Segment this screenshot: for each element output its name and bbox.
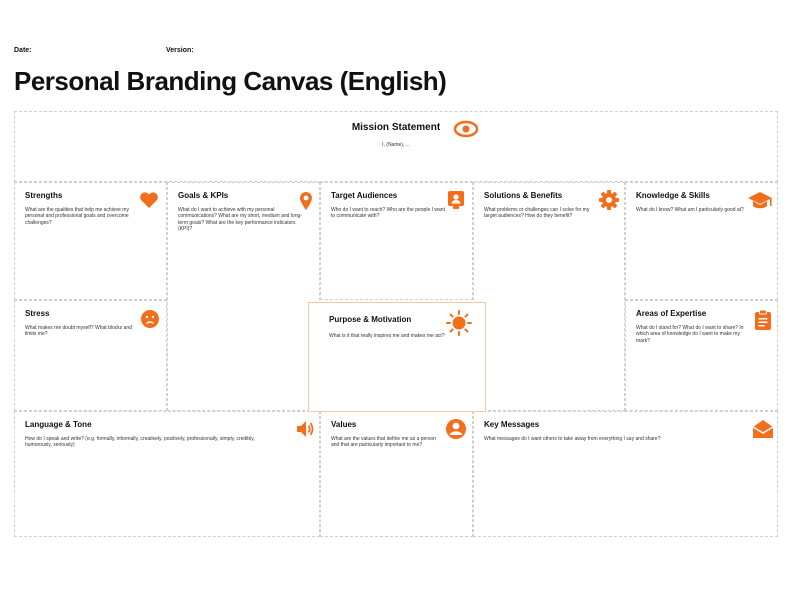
mission-statement-section[interactable] [14, 111, 778, 182]
areas-of-expertise-section[interactable] [625, 300, 778, 411]
goals-kpis-title: Goals & KPIs [178, 191, 229, 200]
knowledge-skills-text: What do I know? What am I particularly good at? [636, 207, 744, 213]
date-label: Date: [14, 47, 32, 54]
values-title: Values [331, 420, 357, 429]
key-messages-section[interactable] [473, 411, 778, 537]
purpose-motivation-text: What is it that really inspires me and makes me act? [329, 333, 445, 339]
stress-title: Stress [25, 309, 50, 318]
location-pin-icon [299, 191, 313, 211]
language-tone-text: How do I speak and write? (e.g. formally, informally, creatively, positively, professionally, simply, credibly, humorously, seriously) [25, 436, 255, 449]
stress-text: What makes me doubt myself? What blocks and limits me? [25, 325, 132, 338]
heart-icon [139, 191, 159, 209]
knowledge-skills-title: Knowledge & Skills [636, 191, 710, 200]
sun-icon [445, 309, 473, 337]
strengths-text: What are the qualities that help me achieve my personal and professional goals and overcome challenges? [25, 207, 129, 226]
values-section[interactable] [320, 411, 473, 537]
sad-face-icon [140, 309, 160, 329]
page-title: Personal Branding Canvas (English) [14, 66, 447, 96]
eye-icon [453, 120, 479, 138]
gear-icon [598, 189, 620, 211]
mission-statement-text: I, (Name), ... [382, 142, 410, 148]
solutions-benefits-section[interactable] [473, 182, 625, 411]
envelope-icon [752, 419, 774, 439]
graduation-cap-icon [747, 190, 773, 210]
language-tone-section[interactable] [14, 411, 320, 537]
clipboard-icon [754, 309, 772, 331]
contact-card-icon [447, 190, 465, 210]
key-messages-text: What messages do I want others to take away from everything I say and share? [484, 436, 661, 442]
speaker-icon [295, 419, 315, 439]
purpose-motivation-section[interactable] [308, 302, 486, 412]
strengths-section[interactable] [14, 182, 167, 300]
mission-statement-title: Mission Statement [351, 122, 441, 133]
target-audiences-title: Target Audiences [331, 191, 398, 200]
strengths-title: Strengths [25, 191, 63, 200]
language-tone-title: Language & Tone [25, 420, 92, 429]
areas-of-expertise-title: Areas of Expertise [636, 309, 707, 318]
user-circle-icon [445, 418, 467, 440]
key-messages-title: Key Messages [484, 420, 540, 429]
areas-of-expertise-text: What do I stand for? What do I want to share? In which area of knowledge do I want to make my mark? [636, 325, 744, 344]
solutions-benefits-text: What problems or challenges can I solve for my target audiences? How do they benefit? [484, 207, 590, 220]
stress-section[interactable] [14, 300, 167, 411]
solutions-benefits-title: Solutions & Benefits [484, 191, 563, 200]
goals-kpis-section[interactable] [167, 182, 320, 411]
purpose-motivation-title: Purpose & Motivation [329, 315, 412, 324]
version-label: Version: [166, 47, 194, 54]
target-audiences-section[interactable] [320, 182, 473, 300]
target-audiences-text: Who do I want to reach? Who are the people I want to communicate with? [331, 207, 445, 220]
knowledge-skills-section[interactable] [625, 182, 778, 300]
values-text: What are the values that define me as a person and that are particularly important to me? [331, 436, 437, 449]
goals-kpis-text: What do I want to achieve with my personal communications? What are my short, medium and long-term goals? What are the key performance indicators (KPI)? [178, 207, 302, 233]
